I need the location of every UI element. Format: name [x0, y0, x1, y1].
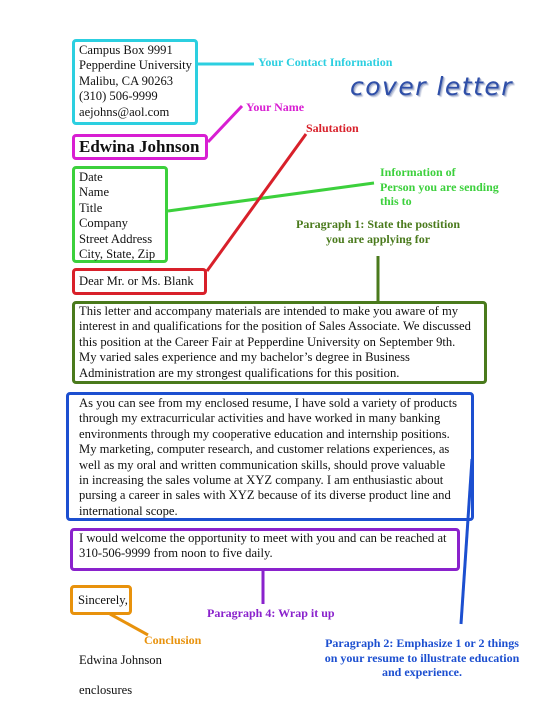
paragraph2-label-line-3: and experience.: [382, 665, 462, 679]
name-text: Edwina Johnson: [79, 137, 200, 156]
paragraph2-line-1: As you can see from my enclosed resume, I have sold a variety of products: [79, 396, 458, 410]
contact-info-label: Your Contact Information: [258, 55, 393, 69]
paragraph2-line-7: pursing a career in sales with XYZ because of its diverse product line and: [79, 488, 451, 503]
name-label: Your Name: [246, 100, 305, 114]
recipient-label-line-3: this to: [380, 194, 412, 208]
salutation-text: Dear Mr. or Ms. Blank: [79, 274, 194, 288]
name-connector: [208, 106, 242, 142]
paragraph1-label-line-2: you are applying for: [325, 232, 431, 246]
paragraph2-line-5: well as my oral and written communication skills, should prove valuable: [79, 457, 446, 472]
contact-line-4: (310) 506-9999: [79, 89, 158, 104]
paragraph1-line-5: Administration are my strongest qualifications for this position.: [79, 365, 400, 380]
cover-letter-heading: cover letter: [350, 72, 514, 101]
recipient-label-line-1: Information of: [380, 165, 456, 179]
paragraph2-label-line-2: on your resume to illustrate education: [324, 650, 520, 665]
paragraph1-label-line-1: Paragraph 1: State the postition: [296, 217, 460, 231]
paragraph2-line-4: My marketing, computer research, and customer relations experiences, as: [79, 442, 450, 457]
recipient-line-3: Title: [79, 200, 103, 215]
paragraph1-line-4: My varied sales experience and my bachelor’s degree in Business: [79, 350, 410, 365]
contact-line-1: Campus Box 9991: [79, 43, 173, 57]
paragraph2-line-6: in increasing the sales volume at XYZ company. I am enthusiastic about: [79, 473, 444, 487]
signature-text: Edwina Johnson: [79, 653, 162, 667]
recipient-line-4: Company: [79, 216, 128, 231]
paragraph1-line-2: interest in and qualifications for the position of Sales Associate. We discussed: [79, 319, 471, 334]
paragraph2-line-8: international scope.: [79, 503, 178, 518]
enclosures-text: enclosures: [79, 683, 133, 697]
paragraph1-line-1: This letter and accompany materials are intended to make you aware of my: [79, 304, 459, 318]
paragraph2-line-3: environments through my cooperative education and internship positions.: [79, 426, 450, 441]
closing-text: Sincerely,: [78, 593, 128, 607]
paragraph2-label-line-1: Paragraph 2: Emphasize 1 or 2 things: [325, 636, 519, 650]
paragraph1-line-3: this position at the Career Fair at Pepperdine University on September 9th.: [79, 334, 456, 349]
paragraph4-label: Paragraph 4: Wrap it up: [207, 606, 335, 620]
recipient-label-line-2: Person you are sending: [380, 179, 499, 194]
recipient-line-5: Street Address: [79, 231, 153, 246]
recipient-line-2: Name: [79, 185, 110, 200]
recipient-line-6: City, State, Zip: [79, 247, 156, 261]
paragraph4-line-1: I would welcome the opportunity to meet with you and can be reached at: [79, 531, 447, 545]
paragraph2-line-2: through my extracurricular activities and have worked in many banking: [79, 411, 441, 426]
contact-line-2: Pepperdine University: [79, 58, 192, 73]
closing-label: Conclusion: [144, 633, 202, 647]
closing-connector: [110, 614, 148, 635]
contact-line-5: aejohns@aol.com: [79, 104, 170, 119]
paragraph4-line-2: 310-506-9999 from noon to five daily.: [79, 546, 273, 561]
recipient-line-1: Date: [79, 170, 103, 184]
contact-line-3: Malibu, CA 90263: [79, 73, 174, 88]
recipient-connector: [168, 183, 374, 211]
salutation-label: Salutation: [306, 121, 359, 135]
